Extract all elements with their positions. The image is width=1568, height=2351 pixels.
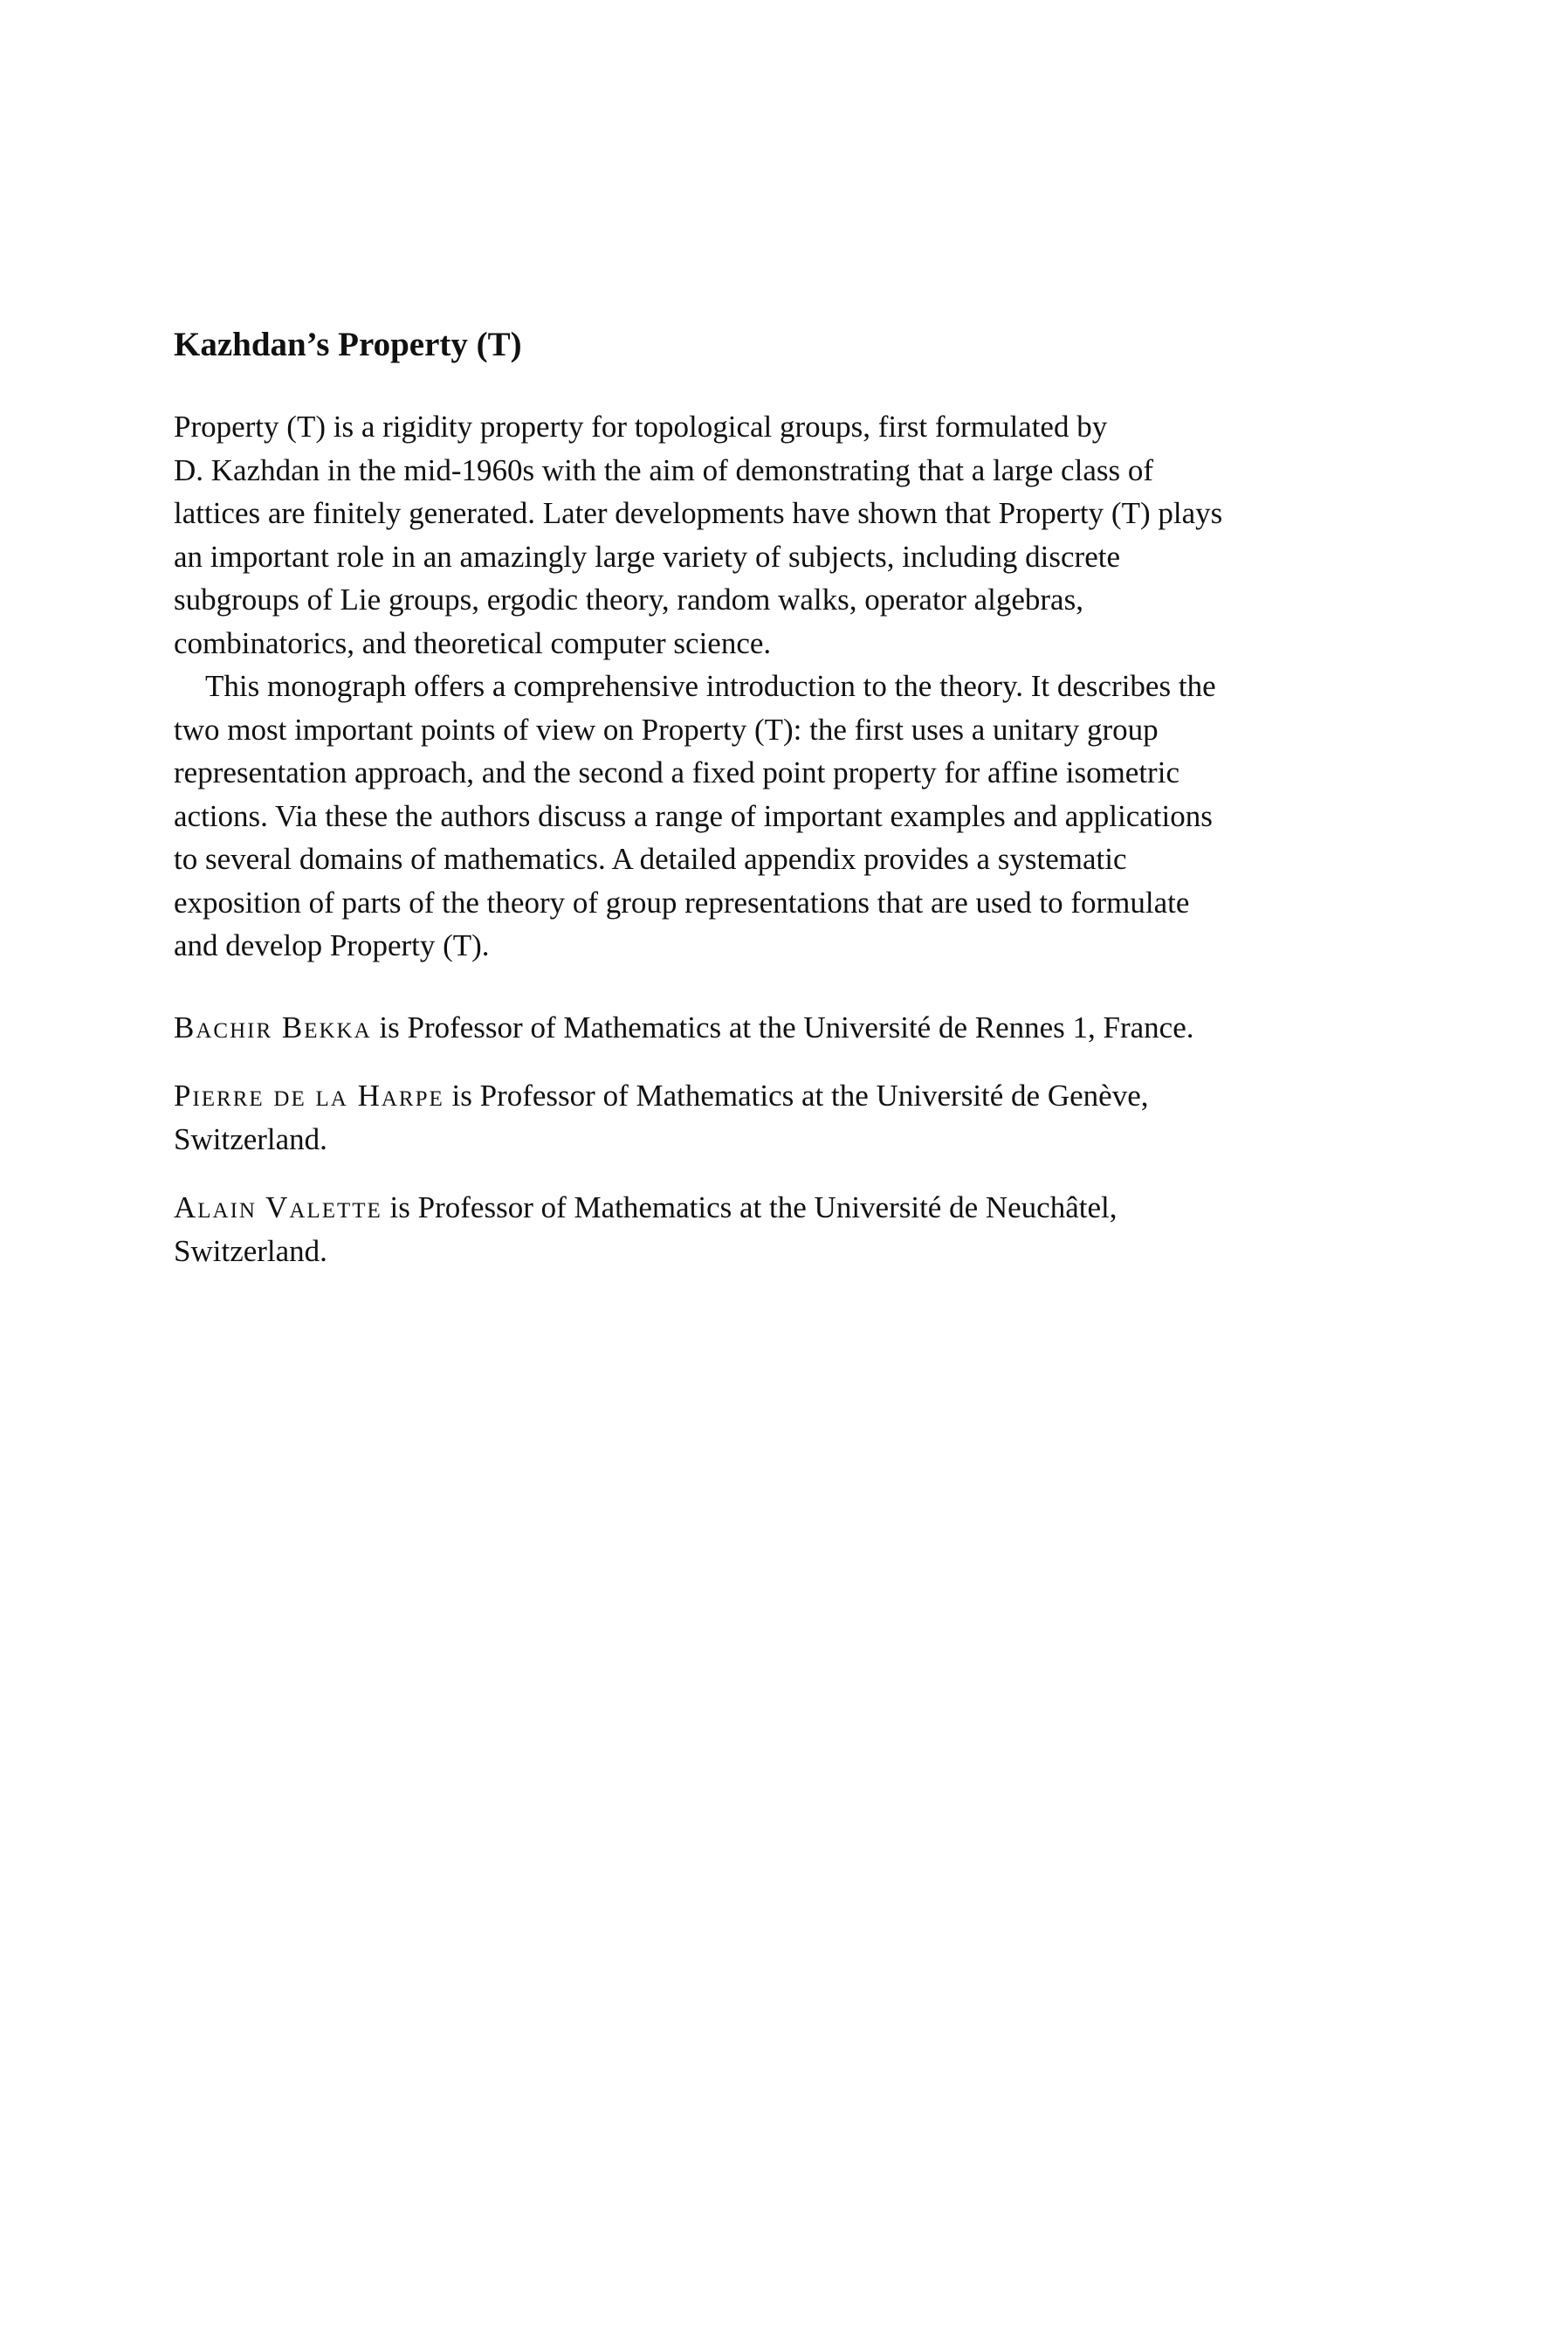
text-line: Switzerland. — [174, 1233, 327, 1268]
author-affiliation: is Professor of Mathematics at the Université de Rennes 1, France. — [371, 1010, 1194, 1045]
text-line: subgroups of Lie groups, ergodic theory, random walks, operator algebras, — [174, 583, 1083, 617]
text-line: This monograph offers a comprehensive introduction to the theory. It describes the — [205, 669, 1216, 703]
text-line: and develop Property (T). — [174, 928, 490, 962]
text-line: Switzerland. — [174, 1121, 327, 1156]
author-affiliation: is Professor of Mathematics at the Université de Genève, — [444, 1079, 1149, 1113]
text-line — [174, 1006, 1300, 1050]
text-line — [174, 1074, 1300, 1118]
text-line: two most important points of view on Property (T): the first uses a unitary group — [174, 712, 1159, 747]
text-line: Property (T) is a rigidity property for topological groups, first formulated by — [174, 410, 1108, 444]
text-line: actions. Via these the authors discuss a range of important examples and applications — [174, 798, 1213, 833]
abstract-paragraph-2 — [174, 665, 1300, 968]
text-line: an important role in an amazingly large variety of subjects, including discrete — [174, 539, 1121, 574]
text-line: D. Kazhdan in the mid-1960s with the aim of demonstrating that a large class of — [174, 452, 1153, 487]
author-bio-valette — [174, 1186, 1300, 1272]
abstract-paragraph-1 — [174, 405, 1300, 665]
author-bio-de-la-harpe — [174, 1074, 1300, 1161]
author-bio-bekka — [174, 1006, 1300, 1050]
author-name: Alain Valette — [174, 1190, 382, 1224]
text-line: lattices are finitely generated. Later developments have shown that Property (T) plays — [174, 496, 1223, 530]
author-name: Pierre de la Harpe — [174, 1079, 444, 1113]
text-line: combinatorics, and theoretical computer science. — [174, 625, 772, 660]
text-line — [174, 1186, 1300, 1230]
author-affiliation: is Professor of Mathematics at the Université de Neuchâtel, — [382, 1190, 1118, 1224]
text-line: to several domains of mathematics. A detailed appendix provides a systematic — [174, 842, 1127, 876]
book-blurb — [174, 323, 1300, 1272]
text-line: representation approach, and the second a fixed point property for affine isometric — [174, 755, 1179, 789]
text-line: exposition of parts of the theory of group representations that are used to formulate — [174, 885, 1190, 920]
book-title: Kazhdan’s Property (T) — [174, 326, 522, 363]
author-name: Bachir Bekka — [174, 1010, 372, 1045]
